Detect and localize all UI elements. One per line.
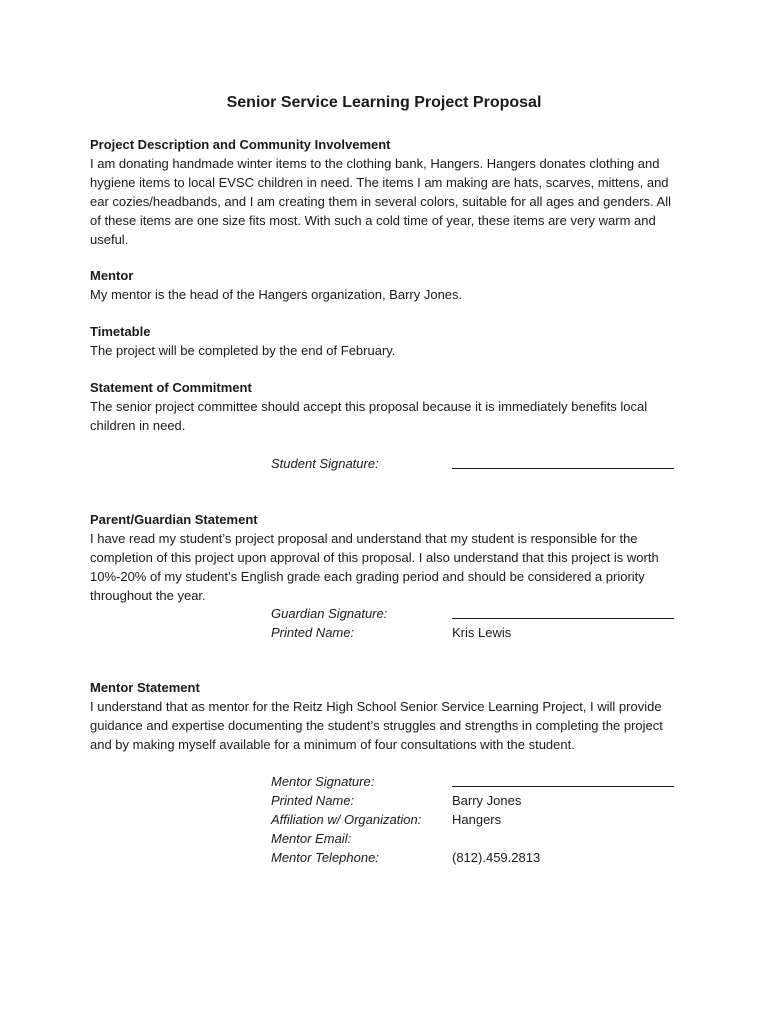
mentor-printed-name-label: Printed Name: [271,793,355,808]
mentor-affiliation-value: Hangers [452,812,502,827]
timetable-text: The project will be completed by the end of February. [90,343,396,358]
guardian-heading: Parent/Guardian Statement [90,512,258,527]
mentor-telephone-value: (812).459.2813 [452,850,541,865]
mentor-email-row [271,829,691,848]
guardian-section [90,511,684,605]
commitment-section [90,379,684,435]
guardian-printed-name-row [271,623,691,642]
mentor-heading: Mentor [90,268,134,283]
student-signature-label: Student Signature: [271,456,379,471]
guardian-signature-line[interactable] [452,604,674,619]
guardian-printed-name-label: Printed Name: [271,625,355,640]
student-signature-line[interactable] [452,454,674,469]
timetable-section [90,323,684,360]
mentor-email-label: Mentor Email: [271,831,352,846]
mentor-statement-heading: Mentor Statement [90,680,200,695]
mentor-telephone-label: Mentor Telephone: [271,850,379,865]
project-description-heading: Project Description and Community Involvement [90,137,391,152]
commitment-heading: Statement of Commitment [90,380,252,395]
mentor-affiliation-label: Affiliation w/ Organization: [271,812,422,827]
mentor-telephone-row [271,848,691,867]
mentor-statement-text: I understand that as mentor for the Reitz High School Senior Service Learning Project, I will provide guidance and expertise documenting the student’s struggles and strengths in completing the project and by making myself available for a minimum of four consultations with the student. [90,699,663,752]
mentor-signature-block [271,772,691,867]
guardian-printed-name-value: Kris Lewis [452,625,512,640]
mentor-printed-name-row [271,791,691,810]
student-signature-block [271,454,691,473]
project-description-text: I am donating handmade winter items to the clothing bank, Hangers. Hangers donates clothing and hygiene items to local EVSC children in need. The items I am making are hats, scarves, mittens, and ear cozies/headbands, and I am creating them in several colors, suitable for all ages and genders. All of these items are one size fits most. With such a cold time of year, these items are very warm and useful. [90,156,672,247]
guardian-signature-row [271,604,691,623]
mentor-section [90,267,684,304]
guardian-signature-block [271,604,691,642]
guardian-text: I have read my student’s project proposal and understand that my student is responsible for the completion of this project upon approval of this proposal. I also understand that this project is worth 10%-20% of my student’s English grade each grading period and should be considered a priority throughout the year. [90,531,659,603]
mentor-signature-row [271,772,691,791]
mentor-text: My mentor is the head of the Hangers organization, Barry Jones. [90,287,463,302]
mentor-affiliation-row [271,810,691,829]
mentor-printed-name-value: Barry Jones [452,793,522,808]
mentor-statement-section [90,679,684,754]
student-signature-row [271,454,691,473]
commitment-text: The senior project committee should accept this proposal because it is immediately benefits local children in need. [90,399,648,433]
document-title: Senior Service Learning Project Proposal [226,94,542,111]
timetable-heading: Timetable [90,324,151,339]
mentor-email-value [452,829,674,848]
mentor-signature-label: Mentor Signature: [271,774,375,789]
guardian-signature-label: Guardian Signature: [271,606,388,621]
project-description-section [90,136,684,249]
mentor-signature-line[interactable] [452,772,674,787]
